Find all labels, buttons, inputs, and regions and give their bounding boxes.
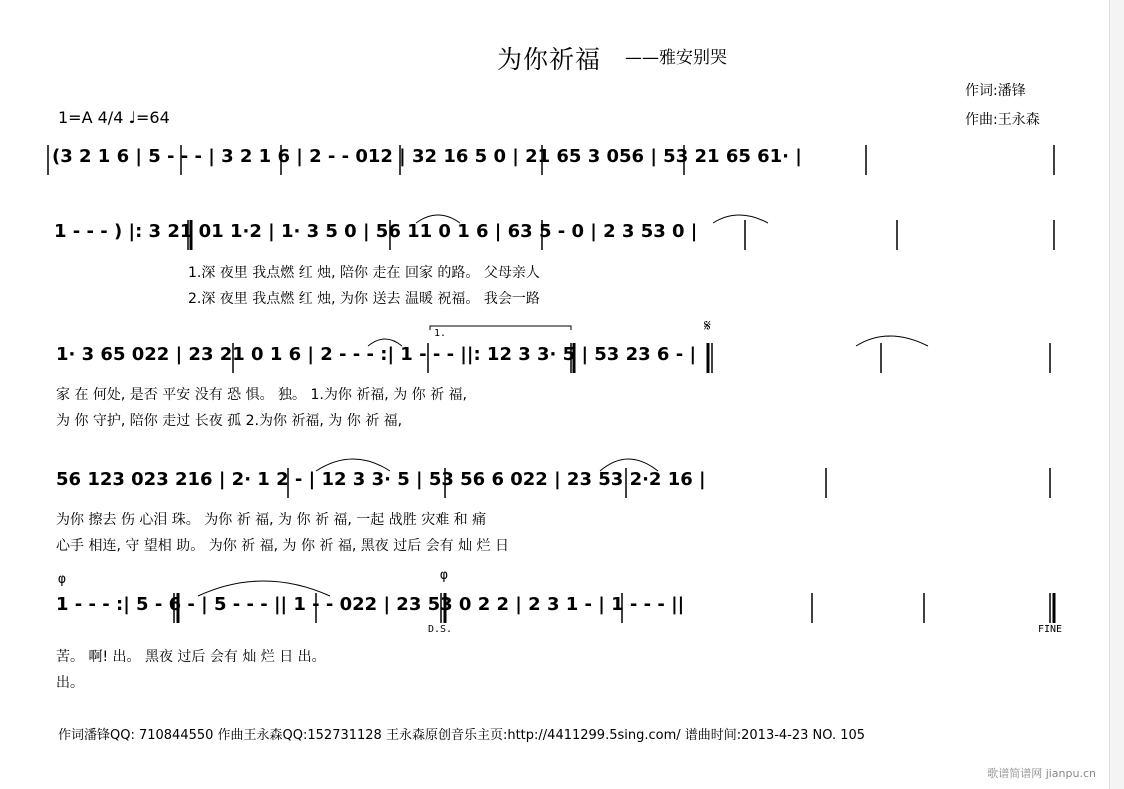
row-2-lyric-2: 2.深 夜里 我点燃 红 烛, 为你 送去 温暖 祝福。 我会一路 [188,291,540,307]
staff-row-4 [48,463,1058,554]
staff-row-1 [48,140,1058,180]
ds-mark: D.S. [428,624,453,635]
row-3-lyric-1: 家 在 何处, 是否 平安 没有 恐 惧。 独。 1.为你 祈福, 为 你 祈 福, [56,387,468,403]
row-2-lyric-1: 1.深 夜里 我点燃 红 烛, 陪你 走在 回家 的路。 父母亲人 [188,265,540,281]
coda-sign-1: φ [58,572,66,587]
row-5-lyric-2: 出。 [56,675,84,691]
segno-sign: 𝄋 [704,316,711,335]
coda-sign-2: φ [440,568,448,583]
row-1-notes: (3 2 1 6 | 5 - - - | 3 2 1 6 | 2 - - 012 | 32 16 5 0 | 21 65 3 056 | 53 21 65 61· | [52,146,802,167]
staff-row-2 [48,215,1058,307]
song-subtitle: ——雅安别哭 [625,48,727,68]
lyricist: 作词:潘锋 [965,83,1026,99]
staff-row-5 [48,568,1063,691]
row-3-lyric-2: 为 你 守护, 陪你 走过 长夜 孤 2.为你 祈福, 为 你 祈 福, [56,413,403,429]
page-edge [1109,0,1124,789]
watermark: 歌谱简谱网 jianpu.cn [987,767,1096,780]
fine-mark: FINE [1038,624,1063,635]
row-2-notes: 1 - - - ) |: 3 21 01 1·2 | 1· 3 5 0 | 56 11 0 1 6 | 63 5 - 0 | 2 3 53 0 | [54,221,698,242]
row-5-lyric-1: 苦。 啊! 出。 黑夜 过后 会有 灿 烂 日 出。 [56,649,326,665]
row-4-notes: 56 123 023 216 | 2· 1 2 - | 12 3 3· 5 | 53 56 6 022 | 23 53 2·2 16 | [56,469,706,490]
row-3-notes: 1· 3 65 022 | 23 21 0 1 6 | 2 - - - :| 1 - - - ||: 12 3 3· 5 | 53 23 6 - | [56,344,697,365]
song-title: 为你祈福 [497,45,602,74]
row-4-lyric-2: 心手 相连, 守 望相 助。 为你 祈 福, 为 你 祈 福, 黑夜 过后 会有 灿 烂 日 [56,538,510,554]
row-5-notes: 1 - - - :| 5 - 6 - | 5 - - - || 1 - - 022 | 23 53 0 2 2 | 2 3 1 - | 1 - - - || [56,594,685,615]
volta-1: 1. [434,328,447,339]
composer: 作曲:王永森 [965,112,1040,128]
key-signature: 1=A 4/4 ♩=64 [58,108,170,127]
staff-row-3 [48,316,1058,429]
row-4-lyric-1: 为你 擦去 伤 心泪 珠。 为你 祈 福, 为 你 祈 福, 一起 战胜 灾难 和 痛 [56,512,487,528]
footer-info: 作词潘锋QQ: 710844550 作曲王永森QQ:152731128 王永森原创音乐主页:http://4411299.5sing.com/ 谱曲时间:2013-4-23 NO. 105 [58,728,866,743]
